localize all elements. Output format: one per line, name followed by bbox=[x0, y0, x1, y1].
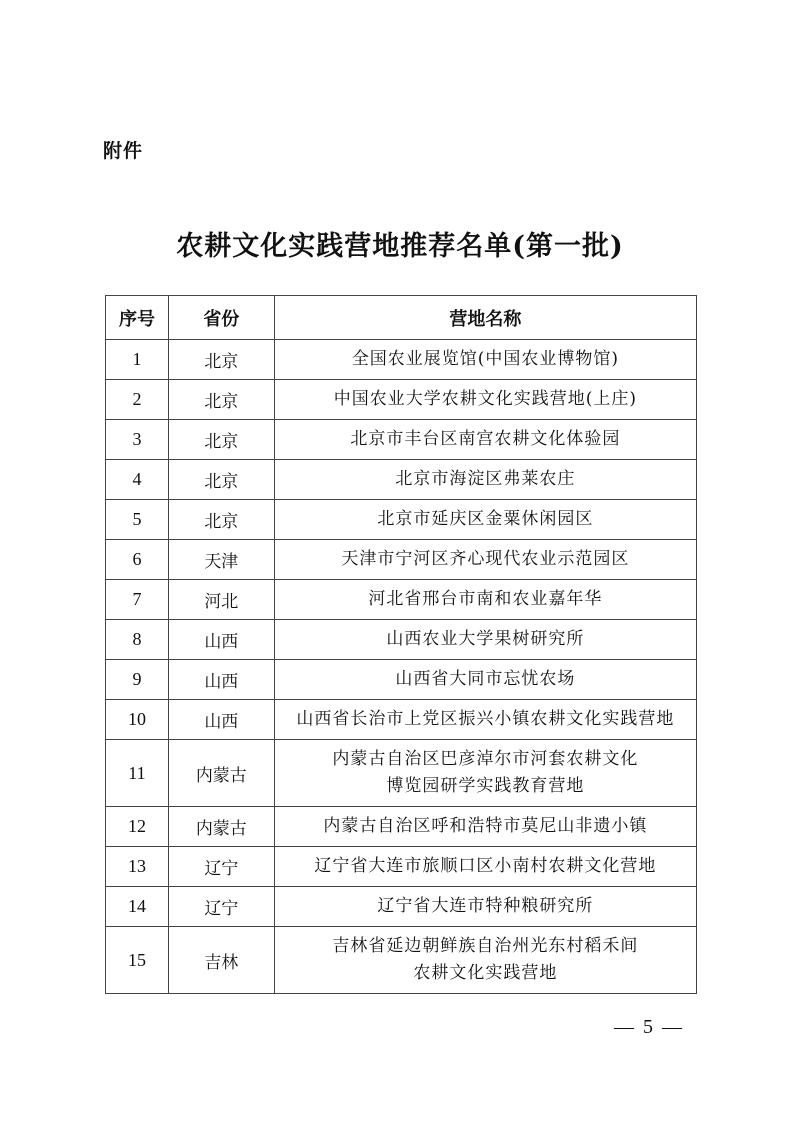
row-campsite-name bbox=[274, 420, 696, 460]
row-campsite-name bbox=[274, 340, 696, 380]
table-row bbox=[106, 620, 697, 660]
row-campsite-name bbox=[274, 700, 696, 740]
table-row bbox=[106, 740, 697, 807]
row-province: 北京 bbox=[168, 460, 274, 500]
row-campsite-name bbox=[274, 380, 696, 420]
row-number: 12 bbox=[106, 807, 169, 847]
table-row bbox=[106, 700, 697, 740]
table-row bbox=[106, 807, 697, 847]
row-number: 3 bbox=[106, 420, 169, 460]
table-row bbox=[106, 380, 697, 420]
campsite-table bbox=[105, 295, 697, 994]
table-row bbox=[106, 500, 697, 540]
campsite-name-line: 中国农业大学农耕文化实践营地(上庄) bbox=[333, 389, 637, 409]
row-campsite-name bbox=[274, 660, 696, 700]
row-province: 北京 bbox=[168, 420, 274, 460]
table-row bbox=[106, 927, 697, 994]
row-number: 7 bbox=[106, 580, 169, 620]
table-row bbox=[106, 660, 697, 700]
row-campsite-name bbox=[274, 620, 696, 660]
campsite-name-line: 天津市宁河区齐心现代农业示范园区 bbox=[341, 549, 630, 569]
row-number: 14 bbox=[106, 887, 169, 927]
table-row bbox=[106, 540, 697, 580]
page-number: — 5 — bbox=[614, 1016, 684, 1038]
table-row bbox=[106, 887, 697, 927]
row-campsite-name bbox=[274, 887, 696, 927]
row-campsite-name bbox=[274, 540, 696, 580]
row-province: 山西 bbox=[168, 620, 274, 660]
campsite-name-line: 北京市海淀区弗莱农庄 bbox=[395, 469, 576, 489]
row-number: 11 bbox=[106, 740, 169, 807]
row-number: 6 bbox=[106, 540, 169, 580]
campsite-name-line: 内蒙古自治区巴彦淖尔市河套农耕文化 bbox=[332, 749, 639, 769]
header-campsite-name: 营地名称 bbox=[274, 296, 696, 340]
table-row bbox=[106, 847, 697, 887]
row-province: 山西 bbox=[168, 660, 274, 700]
header-number: 序号 bbox=[106, 296, 169, 340]
row-campsite-name bbox=[274, 927, 696, 994]
campsite-name-line: 吉林省延边朝鲜族自治州光东村稻禾间 bbox=[332, 936, 639, 956]
row-campsite-name bbox=[274, 807, 696, 847]
row-number: 5 bbox=[106, 500, 169, 540]
campsite-name-line: 博览园研学实践教育营地 bbox=[386, 776, 585, 796]
table-header-row bbox=[106, 296, 697, 340]
campsite-name-line: 北京市丰台区南宫农耕文化体验园 bbox=[350, 429, 621, 449]
row-campsite-name bbox=[274, 580, 696, 620]
row-province: 山西 bbox=[168, 700, 274, 740]
row-province: 内蒙古 bbox=[168, 740, 274, 807]
row-campsite-name bbox=[274, 500, 696, 540]
campsite-name-line: 辽宁省大连市旅顺口区小南村农耕文化营地 bbox=[314, 856, 657, 876]
campsite-name-line: 山西农业大学果树研究所 bbox=[386, 629, 585, 649]
row-number: 10 bbox=[106, 700, 169, 740]
row-campsite-name bbox=[274, 460, 696, 500]
campsite-name-line: 北京市延庆区金粟休闲园区 bbox=[377, 509, 594, 529]
campsite-name-line: 农耕文化实践营地 bbox=[413, 963, 558, 983]
table-row bbox=[106, 420, 697, 460]
header-province: 省份 bbox=[168, 296, 274, 340]
table-row bbox=[106, 340, 697, 380]
row-province: 辽宁 bbox=[168, 847, 274, 887]
attachment-label: 附件 bbox=[103, 140, 144, 162]
row-number: 13 bbox=[106, 847, 169, 887]
row-number: 1 bbox=[106, 340, 169, 380]
table-row bbox=[106, 460, 697, 500]
row-province: 北京 bbox=[168, 500, 274, 540]
row-number: 9 bbox=[106, 660, 169, 700]
document-title: 农耕文化实践营地推荐名单(第一批) bbox=[176, 231, 624, 262]
row-campsite-name bbox=[274, 847, 696, 887]
table-row bbox=[106, 580, 697, 620]
row-province: 北京 bbox=[168, 380, 274, 420]
campsite-name-line: 山西省大同市忘忧农场 bbox=[395, 669, 576, 689]
row-number: 2 bbox=[106, 380, 169, 420]
campsite-name-line: 辽宁省大连市特种粮研究所 bbox=[377, 896, 594, 916]
campsite-name-line: 山西省长治市上党区振兴小镇农耕文化实践营地 bbox=[296, 709, 675, 729]
row-province: 内蒙古 bbox=[168, 807, 274, 847]
row-province: 北京 bbox=[168, 340, 274, 380]
row-number: 8 bbox=[106, 620, 169, 660]
row-campsite-name bbox=[274, 740, 696, 807]
row-province: 天津 bbox=[168, 540, 274, 580]
row-province: 辽宁 bbox=[168, 887, 274, 927]
campsite-name-line: 河北省邢台市南和农业嘉年华 bbox=[368, 589, 603, 609]
campsite-name-line: 全国农业展览馆(中国农业博物馆) bbox=[351, 349, 619, 369]
row-province: 吉林 bbox=[168, 927, 274, 994]
row-number: 4 bbox=[106, 460, 169, 500]
row-province: 河北 bbox=[168, 580, 274, 620]
row-number: 15 bbox=[106, 927, 169, 994]
campsite-name-line: 内蒙古自治区呼和浩特市莫尼山非遗小镇 bbox=[323, 816, 648, 836]
